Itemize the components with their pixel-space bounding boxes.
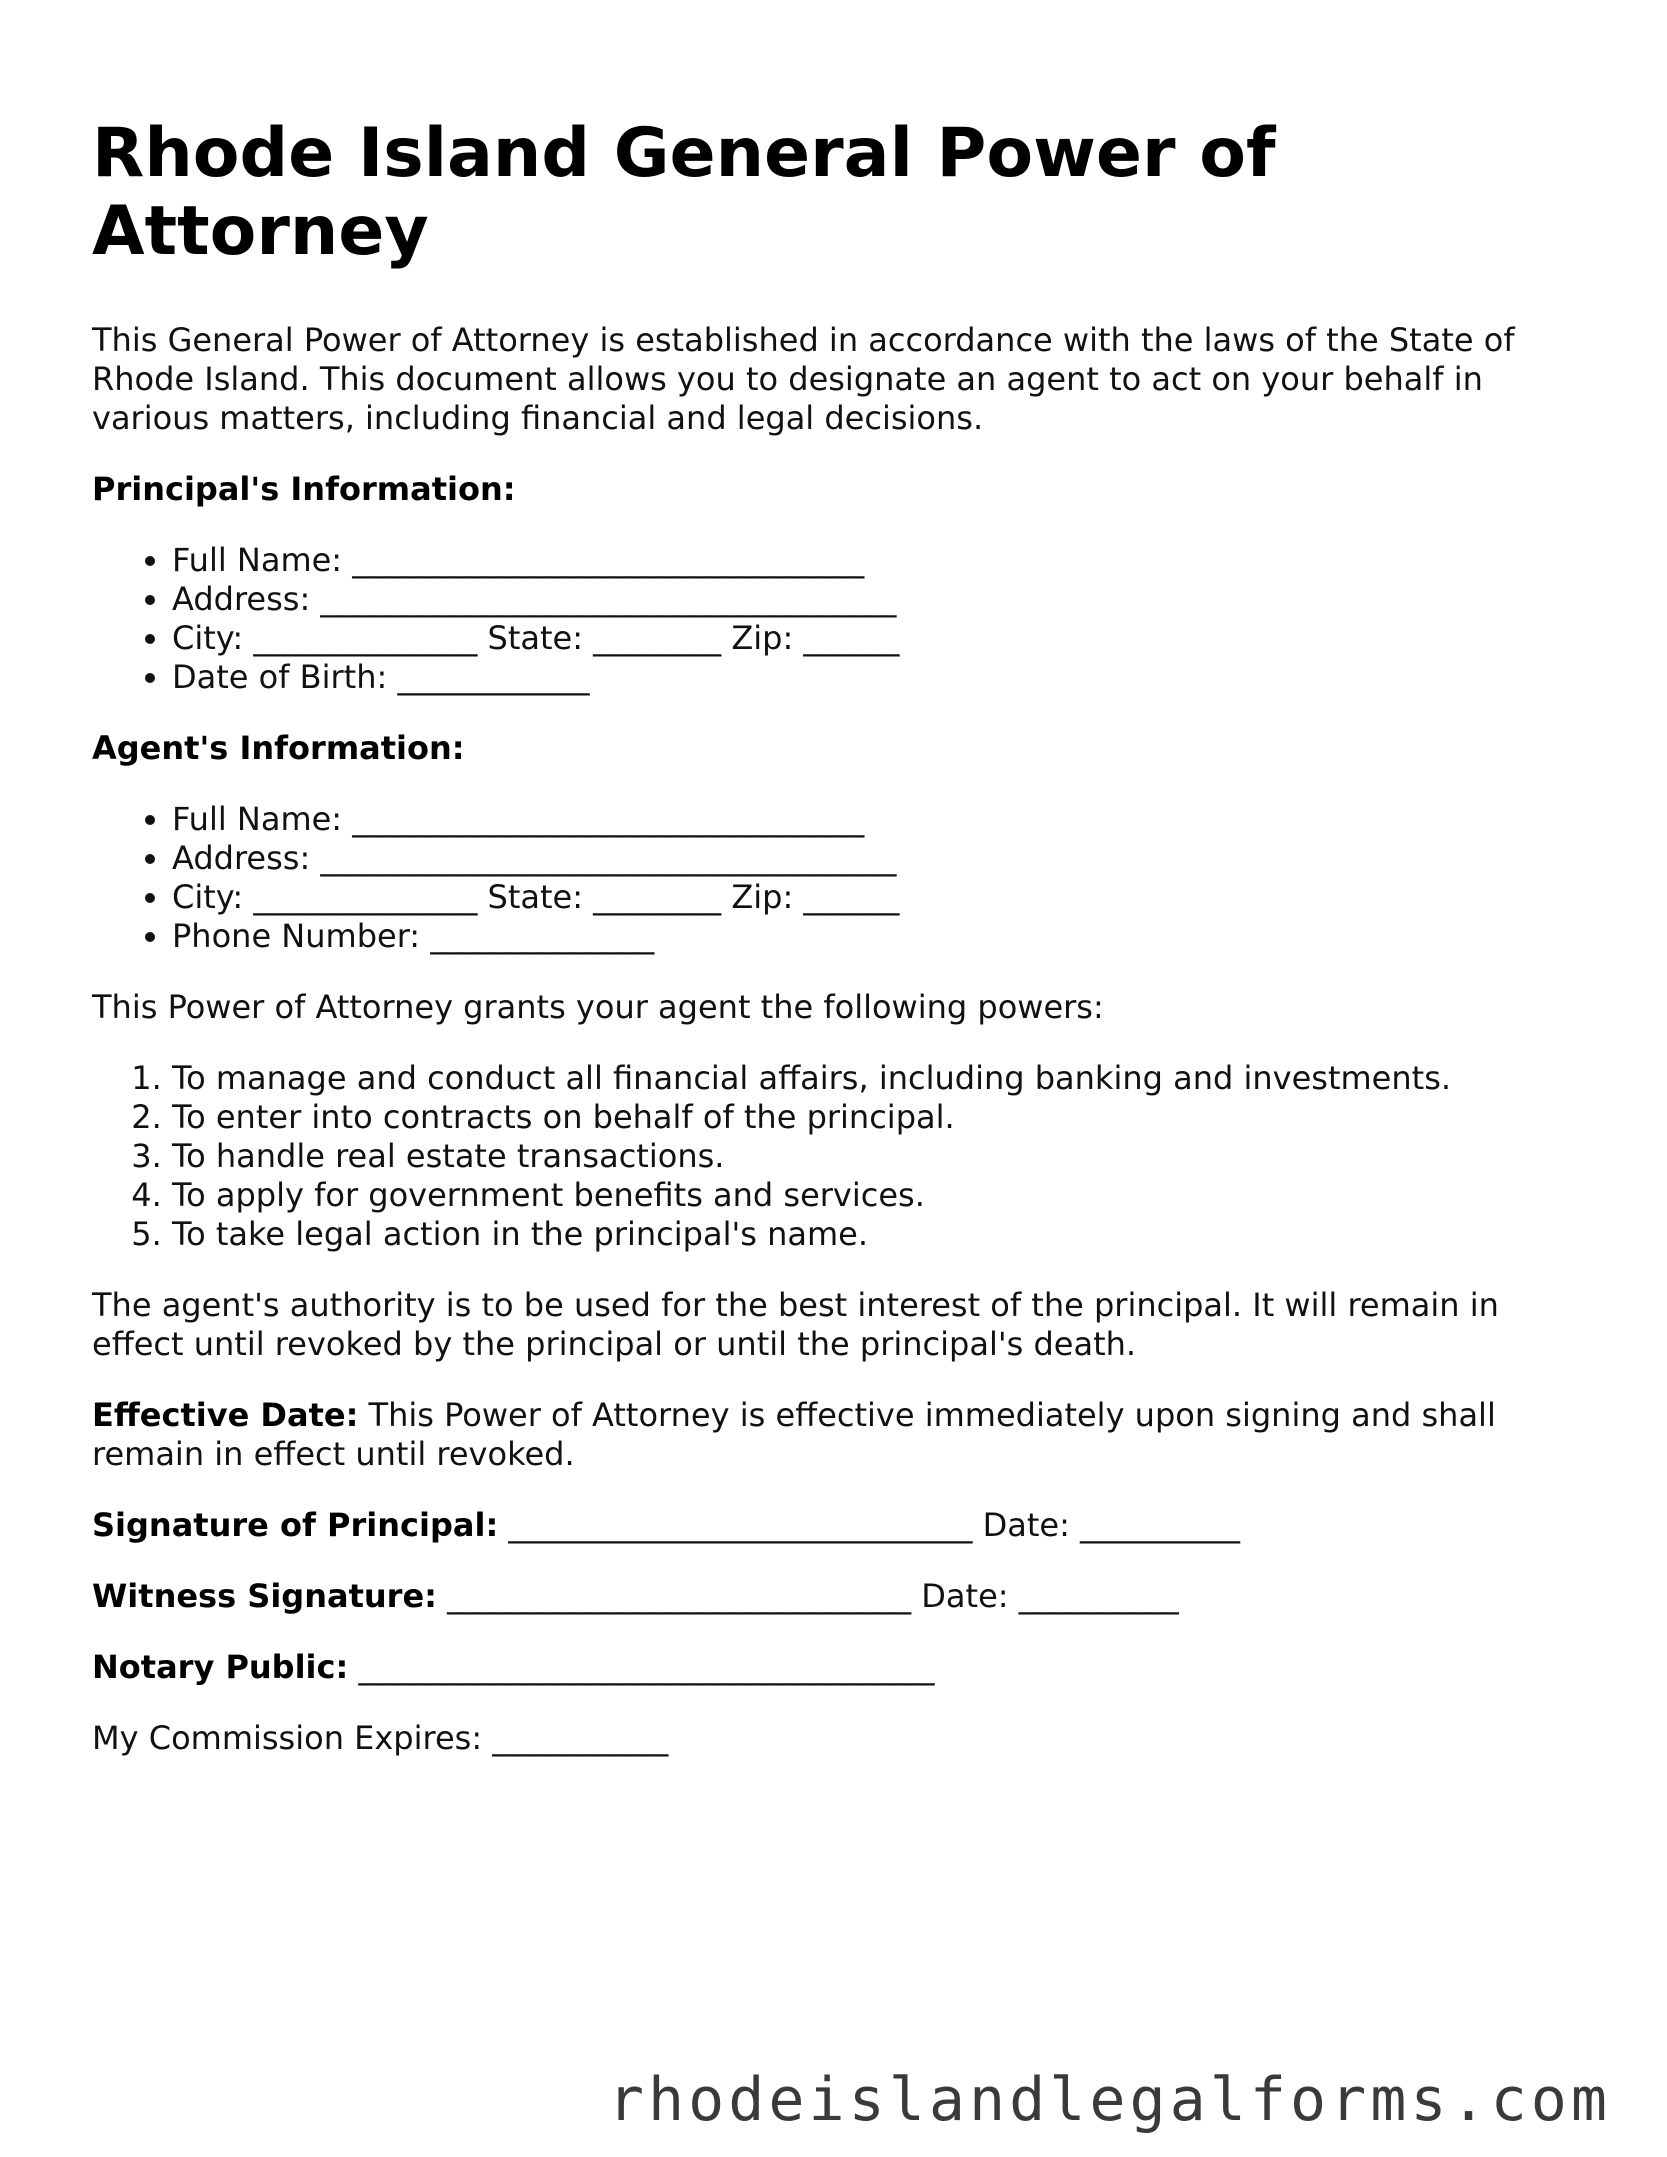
agent-address-field[interactable]: • Address: ____________________________________	[172, 839, 1572, 878]
agent-heading: Agent's Information:	[92, 729, 465, 767]
principal-signature-label: Signature of Principal:	[92, 1506, 499, 1544]
power-item: 1. To manage and conduct all financial affairs, including banking and investments.	[172, 1059, 1572, 1098]
power-item: 4. To apply for government benefits and services.	[172, 1176, 1572, 1215]
principal-heading: Principal's Information:	[92, 470, 516, 508]
document-title: Rhode Island General Power of Attorney	[92, 114, 1276, 271]
website-watermark: rhodeislandlegalforms.com	[607, 2065, 1611, 2135]
powers-list	[92, 1059, 1572, 1254]
notary-public-field[interactable]: ____________________________________	[348, 1648, 935, 1686]
principal-full-name-field[interactable]: • Full Name: ________________________________	[172, 541, 1572, 580]
power-item: 2. To enter into contracts on behalf of the principal.	[172, 1098, 1572, 1137]
authority-paragraph: The agent's authority is to be used for the best interest of the principal. It will remain in effect until revoked by the principal or until the principal's death.	[92, 1286, 1499, 1363]
power-item: 5. To take legal action in the principal's name.	[172, 1215, 1572, 1254]
principal-signature-field[interactable]: _____________________________ Date: __________	[498, 1506, 1241, 1544]
document-page	[92, 115, 1572, 1758]
witness-signature-field[interactable]: _____________________________ Date: __________	[436, 1577, 1179, 1615]
notary-public-line	[92, 1648, 1572, 1687]
witness-signature-line	[92, 1577, 1572, 1616]
powers-intro: This Power of Attorney grants your agent the following powers:	[92, 988, 1104, 1026]
power-item: 3. To handle real estate transactions.	[172, 1137, 1572, 1176]
principal-info-list	[92, 541, 1572, 697]
notary-public-label: Notary Public:	[92, 1648, 349, 1686]
agent-info-list	[92, 800, 1572, 956]
principal-address-field[interactable]: • Address: ____________________________________	[172, 580, 1572, 619]
principal-date-of-birth-field[interactable]: • Date of Birth: ____________	[172, 658, 1572, 697]
witness-signature-label: Witness Signature:	[92, 1577, 437, 1615]
effective-date-paragraph	[92, 1396, 1572, 1474]
agent-full-name-field[interactable]: • Full Name: ________________________________	[172, 800, 1572, 839]
intro-paragraph: This General Power of Attorney is established in accordance with the laws of the State of Rhode Island. This document allows you to designate an agent to act on your behalf in various matters, including financial and legal decisions.	[92, 321, 1515, 437]
agent-phone-number-field[interactable]: • Phone Number: ______________	[172, 917, 1572, 956]
principal-signature-line	[92, 1506, 1572, 1545]
effective-date-text: This Power of Attorney is effective immediately upon signing and shall remain in effect until revoked.	[92, 1396, 1496, 1473]
commission-expires-field[interactable]: My Commission Expires: ___________	[92, 1719, 669, 1757]
effective-date-label: Effective Date:	[92, 1396, 359, 1434]
principal-city-state-zip-field[interactable]: • City: ______________ State: ________ Zip: ______	[172, 619, 1572, 658]
agent-city-state-zip-field[interactable]: • City: ______________ State: ________ Zip: ______	[172, 878, 1572, 917]
